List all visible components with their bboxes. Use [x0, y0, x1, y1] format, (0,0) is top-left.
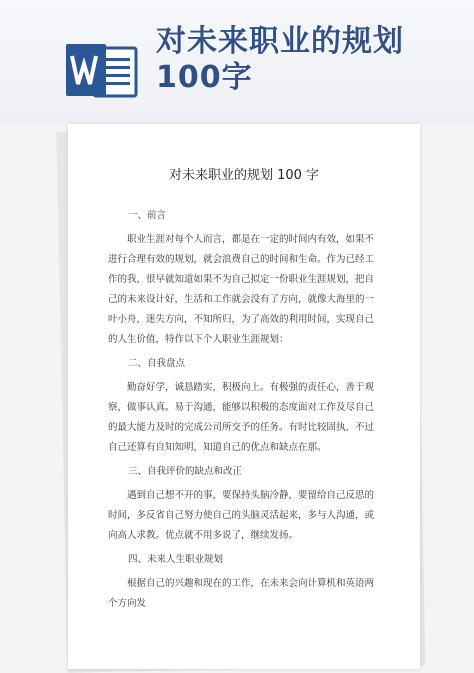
header-title-line1: 对未来职业的规划	[156, 24, 404, 59]
document-title: 对未来职业的规划 100 字	[168, 168, 320, 183]
section-paragraph-self-inventory: 勤奋好学，诚恳踏实，积极向上。有极强的责任心，善于观察，做事认真。易于沟通，能够以积极的态度面对工作及尽自己的最大能力及时的完成公司所交予的任务。有时比较固执，不过自己还算有自知知明，知道自己的优点和缺点在那。	[108, 382, 375, 453]
section-heading-self-inventory: 二、自我盘点	[128, 358, 186, 369]
section-heading-intro: 一、前言	[128, 210, 167, 221]
section-heading-future-plan: 四、未来人生职业规划	[128, 554, 224, 565]
section-paragraph-intro: 职业生涯对每个人而言，都是在一定的时间内有效，如果不进行合理有效的规划，就会浪费自己的时间和生命。作为已经工作的我，很早就知道如果不为自己拟定一份职业生涯规划，把自己的未来设计好，生活和工作就会没有了方向，就像大海里的一叶小舟，迷失方向，不知所归，为了高效的利用时间，实现自己的人生价值，特作以下个人职业生涯规划：	[108, 234, 375, 345]
word-icon	[64, 40, 140, 100]
section-heading-weaknesses: 三、自我评价的缺点和改正	[128, 466, 243, 477]
header-title	[156, 24, 404, 96]
document-page	[68, 124, 420, 669]
header-title-line2: 100字	[156, 60, 253, 95]
section-paragraph-weaknesses: 遇到自己想不开的事，要保持头脑冷静，要留给自己反思的时间，多反省自己努力使自己的头脑灵活起来，多与人沟通，或向高人求教。优点就不用多说了，继续发扬。	[108, 490, 375, 541]
section-paragraph-future-plan: 根据自己的兴趣和现在的工作，在未来会向计算机和英语两个方向发	[108, 578, 375, 609]
document-body	[108, 206, 376, 618]
